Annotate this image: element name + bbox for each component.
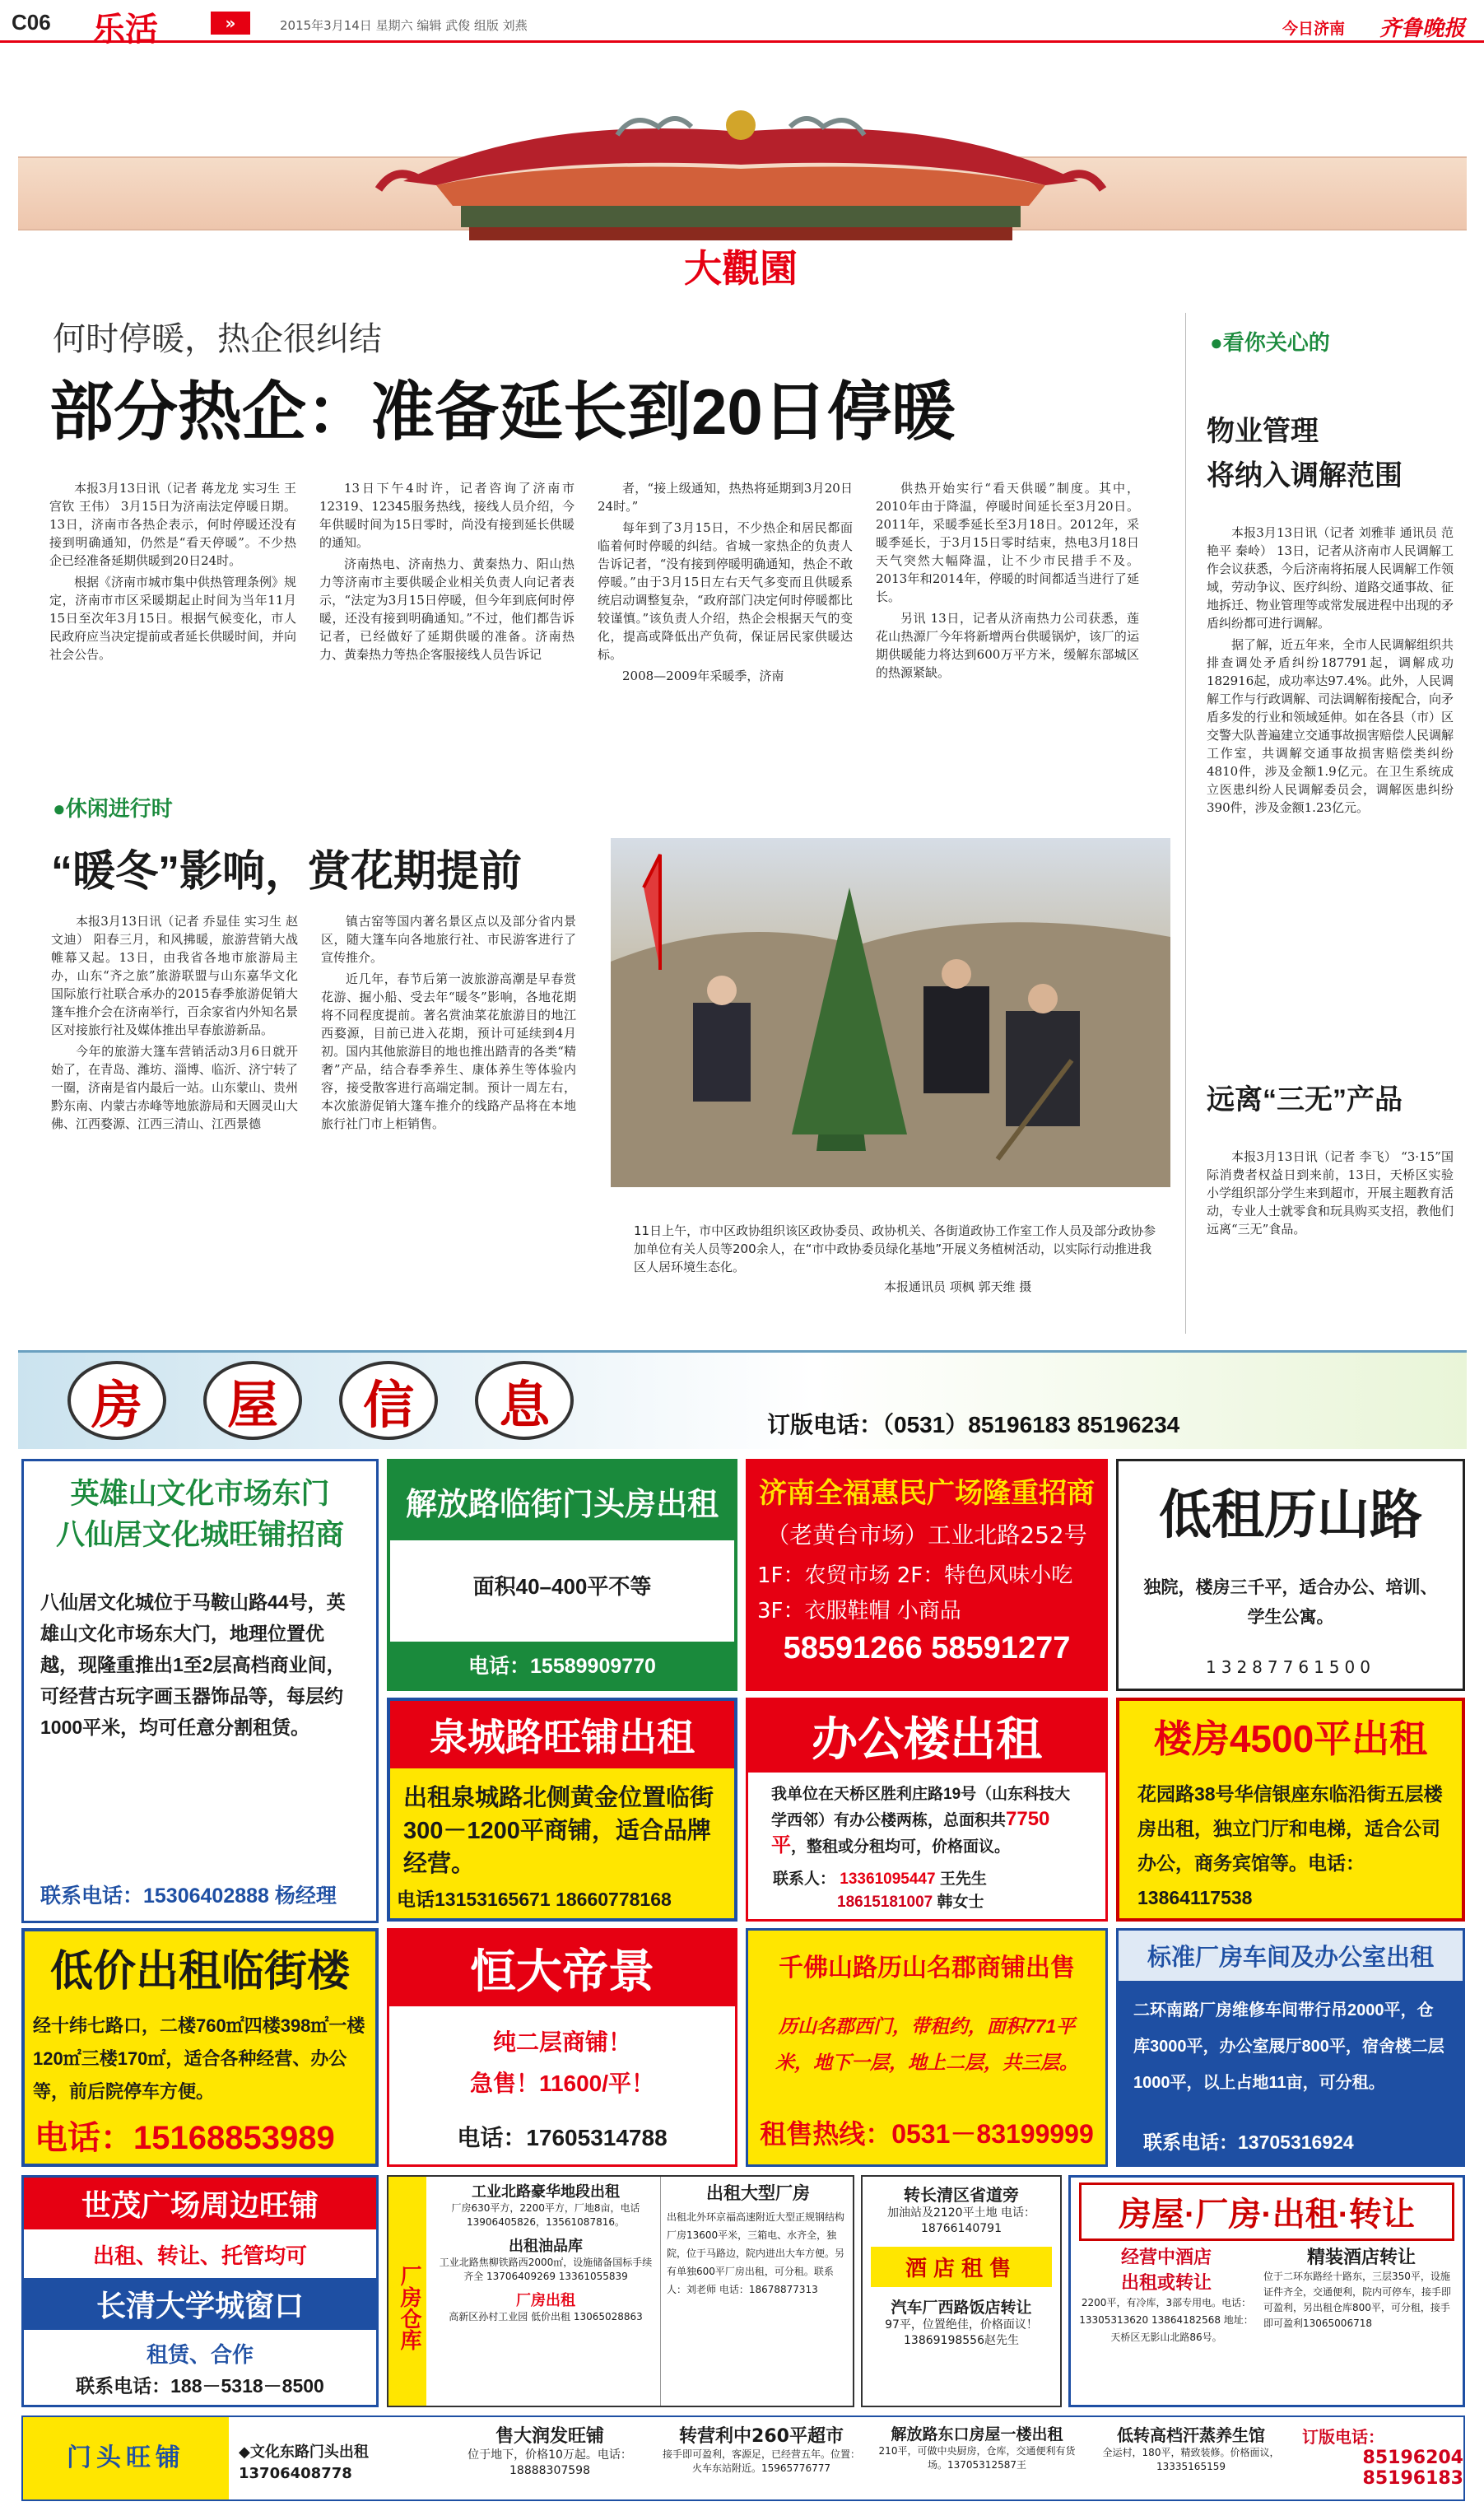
- ad-sub-body: 接手即可盈利，客源足，已经营五年。位置：火车东站附近。15965776777: [662, 2448, 860, 2474]
- ad-sub: 出租、转让、托管均可: [92, 2243, 307, 2268]
- ad-col: [667, 2180, 849, 2299]
- ad-body: 二环南路厂房维修车间带行吊2000平，仓库3000平，办公室展厅800平，宿舍楼二层1000平，以上占地11亩，可分租。: [1133, 2001, 1444, 2092]
- ad-shimao-plaza: [21, 2175, 379, 2407]
- paragraph: 镇古窑等国内著名景区点以及部分省内景区，随大篷车向各地旅行社、市民游客进行了宣传推介。: [321, 914, 576, 965]
- ad-contact-label: 联系人：: [773, 1870, 836, 1888]
- ad-phone: 电话：15589909770: [390, 1642, 734, 1688]
- ad-changqing: [861, 2175, 1062, 2407]
- ad-bottom-strip: [21, 2415, 1465, 2501]
- ad-title: 八仙居文化城旺铺招商: [55, 1519, 344, 1552]
- ad-banner: 酒店租售: [871, 2247, 1052, 2287]
- sidebar-section-label: ●看你关心的: [1210, 330, 1330, 355]
- ad-body: 面积40–400平不等: [472, 1574, 652, 1599]
- ad-col: [1076, 2243, 1257, 2346]
- ad-body: 独院，楼房三千平，适合办公、培训、学生公寓。: [1143, 1578, 1438, 1627]
- ad-title: 低租历山路: [1159, 1485, 1422, 1544]
- ad-quancheng-road: [387, 1698, 737, 1922]
- section-arrow: »: [211, 12, 250, 35]
- ad-contact-name: 韩女士: [937, 1894, 984, 1911]
- header-city: 今日济南: [1282, 21, 1346, 38]
- photo-credit: 本报通讯员 项枫 郭天维 摄: [884, 1279, 1032, 1294]
- ad-title: 房屋·厂房·出租·转让: [1079, 2183, 1454, 2241]
- ad-body: 出租泉城路北侧黄金位置临街300－1200平商铺，适合品牌经营。: [403, 1785, 714, 1877]
- ad-title: 楼房4500平出租: [1153, 1717, 1428, 1760]
- ad-vertical-label: 厂房仓库: [388, 2177, 426, 2407]
- divider: [660, 2177, 661, 2406]
- ad-phone: 电话：17605314788: [457, 2125, 668, 2150]
- title-char: 息: [475, 1361, 574, 1440]
- ad-qianfoshan-road: [746, 1928, 1108, 2167]
- ad-banner: 门头旺铺: [23, 2417, 229, 2499]
- ad-title: 标准厂房车间及办公室出租: [1119, 1931, 1463, 1981]
- paragraph: 近几年，春节后第一波旅游高潮是早春赏花游、掘小船、受去年“暖冬”影响，各地花期将不同程度提前。著名赏油菜花旅游目的地江西婺源，目前已进入花期，预计可延续到4月初。国内其他旅游目的地也推出踏青的各类“精奢”产品，结合春季养生、康体养生等体验内容，接受散客进行高端定制。预计一周左右，本次旅游促销大篷车推介的线路产品将在本地旅行社门市上柜销售。: [321, 971, 576, 1131]
- page-number: C06: [12, 10, 51, 35]
- housing-header: [18, 1350, 1467, 1449]
- ad-phone: 电话13153165671 18660778168: [397, 1889, 672, 1910]
- ad-bxs-culture-city: [21, 1459, 379, 1923]
- ad-phone: 联系电话：15306402888 杨经理: [40, 1884, 337, 1908]
- lead-headline: 部分热企：准备延长到20日停暖: [49, 375, 956, 448]
- ad-item: [451, 2422, 649, 2479]
- ad-body: 八仙居文化城位于马鞍山路44号，英雄山文化市场东大门，地理位置优越，现隆重推出1至2层高档商业间，可经营古玩字画玉器饰品等，每层约1000平米，均可任意分割租赁。: [40, 1591, 346, 1738]
- ad-phone: 85196183: [1362, 2468, 1463, 2489]
- ad-sub-body: 全运村，180平，精致装修。价格面议，13335165159: [1102, 2447, 1280, 2472]
- ad-phone: 58591266 58591277: [783, 1631, 1071, 1665]
- ad-col: [1263, 2243, 1459, 2332]
- lead-kicker: 何时停暖，热企很纠结: [53, 320, 382, 358]
- ad-sub-title: 工业北路豪华地段出租: [472, 2183, 620, 2201]
- ad-standard-factory: [1116, 1928, 1465, 2167]
- ad-sub-body: 97平，位置绝佳，价格面议！13869198556赵先生: [885, 2318, 1038, 2347]
- paragraph: 供热开始实行“看天供暖”制度。其中，2010年由于降温，停暖时间延长至3月20日。2011年，采暖季延长至3月18日。2012年，采暖季延长，于3月15日零时结束，热电3月18日天气突然大幅降温，让不少市民措手不及。2013年和2014年，停暖的时间都适当进行了延长。: [876, 481, 1139, 604]
- ad-sub: （老黄台市场）工业北路252号: [766, 1521, 1087, 1549]
- paragraph: 13日下午4时许，记者咨询了济南市12319、12345服务热线，接线人员介绍，今年供暖时间为15日零时，尚没有接到延长供暖的通知。: [319, 481, 575, 550]
- ad-sub-title: 售大润发旺铺: [495, 2426, 604, 2447]
- ad-phone: 联系电话：13705316924: [1143, 2131, 1354, 2153]
- title-char: 屋: [203, 1361, 302, 1440]
- ad-office-building: [746, 1698, 1108, 1922]
- ad-body: [771, 1782, 1082, 1860]
- ad-body-pre: 我单位在天桥区胜利庄路19号（山东科技大学西邻）有办公楼两栋，总面积共: [771, 1786, 1071, 1829]
- sidebar-item1-title1: 物业管理: [1207, 416, 1319, 447]
- ad-sub-title: 出租大型厂房: [706, 2183, 810, 2203]
- photo-scene: [611, 838, 1170, 1187]
- sidebar-item1-body: [1207, 524, 1454, 820]
- ad-sub-body: 工业北路焦柳铁路西2000㎡，设施储备国标手续齐全 13706409269 13361055839: [439, 2257, 653, 2282]
- ad-col: [435, 2180, 657, 2324]
- ad-sub-body: 出租北外环京福高速附近大型正规钢结构厂房13600平米，三箱电、水齐全，独院，位于马路边，院内进出大车方便。另有单独600平厂房出租，可分租。联系人：刘老师 电话：18678877313: [667, 2211, 845, 2295]
- ad-sub-body: 位于二环东路经十路东，三层350平，设施证件齐全，交通便利，院内可停车，接手即可盈利，另出租仓库800平，可分租，接手即可盈利13065006718: [1263, 2271, 1452, 2329]
- ad-title: 低价出租临街楼: [49, 1948, 350, 1996]
- ad-sub: 纯二层商铺！: [492, 2029, 631, 2055]
- leisure-column-2: [321, 912, 576, 1136]
- ad-sub-body: 高新区孙村工业园 低价出租 13065028863: [449, 2311, 643, 2322]
- title-char: 信: [339, 1361, 438, 1440]
- ad-sub: 租赁、合作: [146, 2342, 254, 2367]
- ad-sub-title: 转长清区省道旁: [904, 2185, 1019, 2205]
- ad-phone: 13361095447: [840, 1870, 936, 1888]
- ad-title: 办公楼出租: [748, 1700, 1105, 1773]
- lead-column-1: [49, 479, 296, 667]
- paragraph: 本报3月13日讯（记者 刘雅菲 通讯员 范艳平 秦岭） 13日，记者从济南市人民调解工作会议获悉，今后济南将拓展人民调解工作领域，劳动争议、医疗纠纷、道路交通事故、征地拆迁、物业管理等或常发展进程中出现的矛盾纠纷都可进行调解。: [1207, 525, 1454, 631]
- leisure-section-label: ●休闲进行时: [53, 796, 173, 821]
- ad-phone: 13287761500: [1206, 1657, 1375, 1677]
- lead-column-4: [876, 479, 1139, 685]
- leisure-headline: “暖冬”影响，赏花期提前: [51, 848, 523, 896]
- ad-title: 千佛山路历山名郡商铺出售: [779, 1954, 1075, 1982]
- column-title: 大觀園: [684, 246, 798, 291]
- ad-quanfu-plaza: [746, 1459, 1108, 1691]
- page-header: [0, 0, 1484, 48]
- ad-phone: 租售热线：0531－83199999: [760, 2119, 1094, 2149]
- issue-meta: 2015年3月14日 星期六 编辑 武俊 组版 刘燕: [280, 18, 528, 33]
- ad-title: 泉城路旺铺出租: [390, 1701, 734, 1768]
- ad-title: 英雄山文化市场东门: [70, 1478, 330, 1511]
- ad-title: 恒大帝景: [389, 1931, 735, 2006]
- title-char: 房: [67, 1361, 166, 1440]
- paragraph: 本报3月13日讯（记者 蒋龙龙 实习生 王宫钦 王伟） 3月15日为济南法定停暖日期。13日，济南市各热企表示，何时停暖还没有接到明确通知，仍然是“看天停暖”。不少热企已经准备延期供暖到20日24时。: [49, 481, 296, 568]
- ad-sub-title: 低转高档汗蒸养生馆: [1117, 2425, 1265, 2445]
- ad-item: [874, 2422, 1080, 2472]
- ad-body: 花园路38号华信银座东临沿街五层楼房出租，独立门厅和电梯，适合公司办公，商务宾馆等。电话：13864117538: [1137, 1783, 1443, 1908]
- ad-sub: 急售！11600/平！: [469, 2071, 655, 2096]
- ad-title: 济南全福惠民广场隆重招商: [759, 1478, 1095, 1509]
- pavilion-roof-illustration: [370, 82, 1111, 247]
- paragraph: 本报3月13日讯（记者 乔显佳 实习生 赵文迪） 阳春三月，和风拂暖，旅游营销大战帷幕又起。13日，由我省各地市旅游局主办，山东“齐之旅”旅游联盟与山东嘉华文化国际旅行社联合承办的2015春季旅游促销大篷车推介会在济南举行，百余家省内外知名景区对接旅行社及媒体推出早春旅游新品。: [51, 914, 299, 1037]
- ad-factory-group: [387, 2175, 854, 2407]
- divider: [1185, 313, 1186, 1334]
- ad-4500-building: [1116, 1698, 1465, 1922]
- ad-sub-body: 加油站及2120平土地 电话：18766140791: [886, 2206, 1036, 2235]
- ad-sub-title: 汽车厂西路饭店转让: [891, 2299, 1032, 2317]
- ad-low-price-street: [21, 1928, 379, 2167]
- paragraph: 者，“接上级通知，热热将延期到3月20日24时。”: [598, 481, 853, 514]
- ad-contact: [773, 1868, 1081, 1914]
- ad-sub-body: 厂房630平方，2200平方，厂地8亩，电话13906405826，13561087816。: [451, 2202, 640, 2228]
- ad-sub-title: 转营利中260平超市: [679, 2426, 844, 2447]
- sidebar-item2-title: 远离“三无”产品: [1207, 1084, 1403, 1116]
- ad-item: [658, 2422, 864, 2476]
- ad-sub-title: 经营中酒店: [1120, 2248, 1212, 2268]
- ad-sub-body: 位于地下，价格10万起。电话：18888307598: [468, 2448, 632, 2477]
- news-photo: [611, 838, 1170, 1187]
- paragraph: 本报3月13日讯（记者 李飞） “3·15”国际消费者权益日到来前，13日，天桥区实验小学组织部分学生来到超市，开展主题教育活动，专业人士就零食和玩具购买支招，教他们远离“三无”食品。: [1207, 1149, 1454, 1237]
- ad-phone: 电话：15168853989: [35, 2120, 335, 2156]
- paragraph: 济南热电、济南热力、黄秦热力、阳山热力等济南市主要供暖企业相关负责人向记者表示，“法定为3月15日停暖，但今年到底何时停暖，还没有接到明确通知。”不过，他们都告诉记者，已经做好了延期供暖的准备。济南热力、黄秦热力等热企客服接线人员告诉记: [319, 557, 575, 662]
- ad-item: ◆文化东路门头出租 13706408778: [239, 2443, 369, 2482]
- ad-jiefang-road: [387, 1459, 737, 1691]
- paragraph: 今年的旅游大篷车营销活动3月6日就开始了，在青岛、潍坊、淄博、临沂、济宁转了一圈，济南是省内最后一站。山东蒙山、贵州黔东南、内蒙古赤峰等地旅游局和天圆灵山大佛、江西婺源、江西三清山、江西景德: [51, 1044, 299, 1131]
- sidebar-item1-title2: 将纳入调解范围: [1207, 460, 1403, 491]
- ad-sub-title: 精装酒店转让: [1306, 2248, 1416, 2268]
- ad-phone: 18615181007: [837, 1894, 933, 1911]
- ad-area: 7750平: [771, 1808, 1050, 1856]
- ad-sub-title: 厂房出租: [516, 2292, 575, 2309]
- leisure-column-1: [51, 912, 298, 1136]
- ad-contact-name: 王先生: [939, 1870, 987, 1888]
- ad-sub-title: 解放路东口房屋一楼出租: [891, 2425, 1063, 2443]
- ad-body: 经十纬七路口，二楼760㎡四楼398㎡一楼120㎡三楼170㎡，适合各种经营、办公等，前后院停车方便。: [33, 2015, 365, 2102]
- sidebar-item2-body: [1207, 1148, 1454, 1242]
- photo-caption: 11日上午，市中区政协组织该区政协委员、政协机关、各街道政协工作室工作人员及部分政协参加单位有关人员等200余人，在“市中政协委员绿化基地”开展义务植树活动，以实际行动推进我区人居环境生态化。: [634, 1223, 1156, 1274]
- ad-title: 解放路临街门头房出租: [390, 1462, 734, 1540]
- ad-sub-body: 210平，可做中央厨房，仓库，交通便利有货场。13705312587王: [878, 2445, 1076, 2471]
- ad-item: [1088, 2422, 1294, 2474]
- lead-column-2: [319, 479, 575, 667]
- ad-body: 历山名郡西门，带租约，面积771平米，地下一层，地上二层，共三层。: [775, 2015, 1078, 2073]
- ad-lishan-road: [1116, 1459, 1465, 1691]
- paragraph: 另讯 13日，记者从济南热力公司获悉，莲花山热源厂今年将新增两台供暖锅炉，该厂的运期供暖能力将达到600万平方米，缓解东部城区的热源紧缺。: [876, 611, 1139, 680]
- paragraph: 根据《济南市城市集中供热管理条例》规定，济南市市区采暖期起止时间为当年11月15日至次年3月15日。根据气候变化，市人民政府应当决定提前或者延长供暖时间，并向社会公告。: [49, 575, 297, 662]
- ad-line: 3F：衣服鞋帽 小商品: [757, 1599, 961, 1624]
- ad-order-phone: [1302, 2424, 1463, 2489]
- ad-sub-body: 2200平，有冷库，3部专用电。电话：13305313620 13864182568 地址：天桥区无影山北路86号。: [1079, 2297, 1254, 2343]
- ad-line: 1F：农贸市场 2F：特色风味小吃: [757, 1563, 1073, 1588]
- ad-evergrande: [387, 1928, 737, 2167]
- paragraph: 据了解，近五年来，全市人民调解组织共排查调处矛盾纠纷187791起，调解成功182916起，成功率达97.4%。此外，人民调解工作与行政调解、司法调解衔接配合，向矛盾多发的行业和领域延伸。如在各县（市）区交警大队普遍建立交通事故损害赔偿人民调解工作室，共调解交通事故损害赔偿类纠纷4810件，涉及金额1.9亿元。在卫生系统成立医患纠纷人民调解委员会，调解医患纠纷390件，涉及金额1.23亿元。: [1207, 637, 1454, 815]
- section-name: 乐活: [92, 12, 158, 48]
- paragraph: 每年到了3月15日，不少热企和居民都面临着何时停暖的纠结。省城一家热企的负责人告诉记者，“没有接到停暖明确通知，热企不敢停暖。”由于3月15日左右天气多变而且供暖系统启动调整复杂，“政府部门决定何时停暖都比较谨慎。”该负责人介绍，热企会根据天气的变化，提高或降低出产负荷，保证居民家供暖达标。: [598, 520, 853, 662]
- housing-phone: 订版电话：（0531）85196183 85196234: [767, 1412, 1180, 1437]
- ad-phone: 85196204: [1362, 2448, 1463, 2468]
- ad-label: 订版电话：: [1302, 2427, 1384, 2447]
- ad-sub-title: 出租油品库: [509, 2238, 583, 2255]
- ad-sub-title: 出租或转让: [1120, 2273, 1212, 2294]
- ad-title: 世茂广场周边旺铺: [24, 2178, 376, 2229]
- ad-house-factory-transfer: [1068, 2175, 1465, 2407]
- header-brand: 齐鲁晚报: [1379, 16, 1466, 41]
- ad-body-post: ，整租或分租均可，价格面议。: [791, 1838, 1011, 1856]
- ad-title: 长清大学城窗口: [24, 2278, 376, 2330]
- lead-column-3: [598, 479, 853, 688]
- housing-title-row: [67, 1361, 574, 1440]
- paragraph: 2008—2009年采暖季，济南: [622, 669, 784, 683]
- ad-phone: 联系电话：188－5318－8500: [76, 2375, 324, 2397]
